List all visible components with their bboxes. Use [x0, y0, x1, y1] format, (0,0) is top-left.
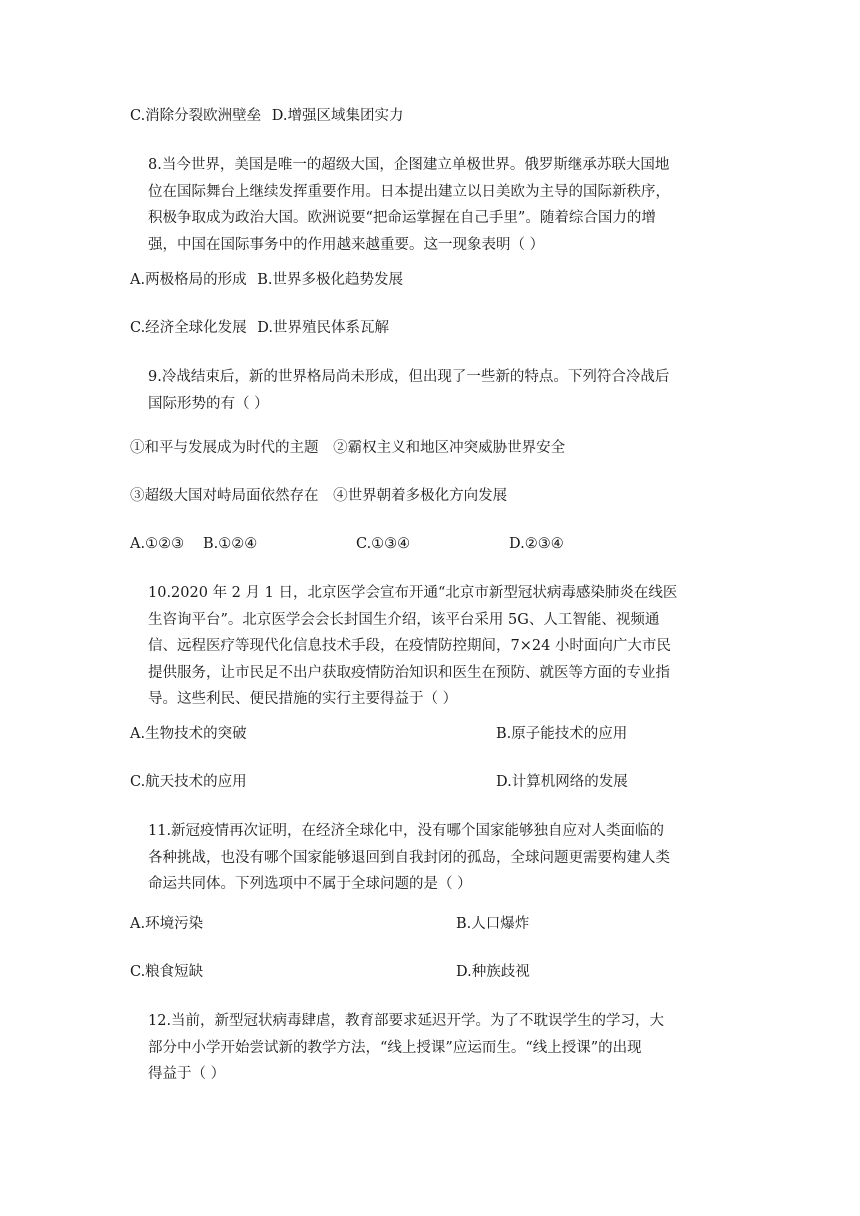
- q10-stem-line: 10.2020 年 2 月 1 日，北京医学会宣布开通“北京市新型冠状病毒感染肺炎在线医: [148, 585, 678, 601]
- q7-options-row-cd: [130, 106, 404, 126]
- q11-stem-line: 各种挑战，也没有哪个国家能够退回到自我封闭的孤岛，全球问题更需要构建人类: [148, 849, 670, 866]
- q10-option-c: C.航天技术的应用: [130, 774, 247, 790]
- q8-stem-line: 强，中国在国际事务中的作用越来越重要。这一现象表明（ ）: [148, 236, 545, 253]
- q10-stem-line: 信、远程医疗等现代化信息技术手段，在疫情防控期间，7×24 小时面向广大市民: [148, 638, 671, 654]
- q9-option-d: D.②③④: [509, 536, 564, 552]
- q8-stem: [148, 152, 730, 258]
- q10-stem-line: 导。这些利民、便民措施的实行主要得益于（ ）: [148, 691, 458, 707]
- q9-stem: [148, 364, 730, 417]
- q9-stem-line: 国际形势的有（ ）: [148, 395, 269, 412]
- q11-stem-line: 命运共同体。下列选项中不属于全球问题的是（ ）: [148, 876, 472, 892]
- q10-option-a: A.生物技术的突破: [130, 726, 247, 742]
- q8-options-row-ab: [130, 270, 403, 290]
- q9-item-3: ③超级大国对峙局面依然存在: [130, 488, 319, 504]
- q9-item-4: ④世界朝着多极化方向发展: [333, 488, 508, 504]
- q9-item-2: ②霸权主义和地区冲突威胁世界安全: [333, 440, 566, 456]
- q10-stem-line: 提供服务，让市民足不出户获取疫情防治知识和医生在预防、就医等方面的专业指: [148, 664, 670, 681]
- q11-stem-line: 11.新冠疫情再次证明，在经济全球化中，没有哪个国家能够独自应对人类面临的: [148, 823, 665, 839]
- q8-stem-line: 8.当今世界，美国是唯一的超级大国，企图建立单极世界。俄罗斯继承苏联大国地: [148, 157, 670, 173]
- q12-stem-line: 12.当前，新型冠状病毒肆虐，教育部要求延迟开学。为了不耽误学生的学习，大: [148, 1013, 665, 1029]
- q8-stem-line: 位在国际舞台上继续发挥重要作用。日本提出建立以日美欧为主导的国际新秩序，: [148, 183, 670, 200]
- q8-options-row-cd: [130, 318, 389, 338]
- q9-items-row-12: [130, 438, 565, 458]
- q12-stem-line: 得益于（ ）: [148, 1066, 226, 1082]
- q8-option-c: C.经济全球化发展: [130, 320, 247, 336]
- q8-stem-line: 积极争取成为政治大国。欧洲说要“把命运掌握在自己手里”。随着综合国力的增: [148, 210, 656, 226]
- q8-option-b: B.世界多极化趋势发展: [257, 272, 403, 288]
- q12-stem-line: 部分中小学开始尝试新的教学方法，“线上授课”应运而生。“线上授课”的出现: [148, 1039, 642, 1056]
- q8-option-d: D.世界殖民体系瓦解: [257, 320, 390, 336]
- q11-option-a: A.环境污染: [130, 916, 204, 932]
- q9-option-a: A.①②③: [130, 536, 185, 552]
- q11-option-c: C.粮食短缺: [130, 964, 204, 980]
- q9-option-b: B.①②④: [203, 536, 258, 552]
- q8-option-a: A.两极格局的形成: [130, 272, 247, 288]
- q10-stem-line: 生咨询平台”。北京医学会会长封国生介绍，该平台采用 5G、人工智能、视频通: [148, 611, 660, 628]
- q10-stem: [148, 580, 730, 713]
- q9-option-c: C.①③④: [356, 536, 411, 552]
- q11-option-b: B.人口爆炸: [456, 916, 530, 932]
- q9-item-1: ①和平与发展成为时代的主题: [130, 440, 319, 456]
- q9-items-row-34: [130, 486, 507, 506]
- q10-option-b: B.原子能技术的应用: [496, 726, 628, 742]
- q9-stem-line: 9.冷战结束后，新的世界格局尚未形成，但出现了一些新的特点。下列符合冷战后: [148, 369, 670, 385]
- q11-option-d: D.种族歧视: [456, 964, 530, 980]
- q7-option-c: C.消除分裂欧洲壁垒: [130, 108, 262, 124]
- q12-stem: [148, 1008, 730, 1088]
- q10-option-d: D.计算机网络的发展: [496, 774, 628, 790]
- q7-option-d: D.增强区域集团实力: [271, 108, 404, 124]
- q11-stem: [148, 818, 730, 898]
